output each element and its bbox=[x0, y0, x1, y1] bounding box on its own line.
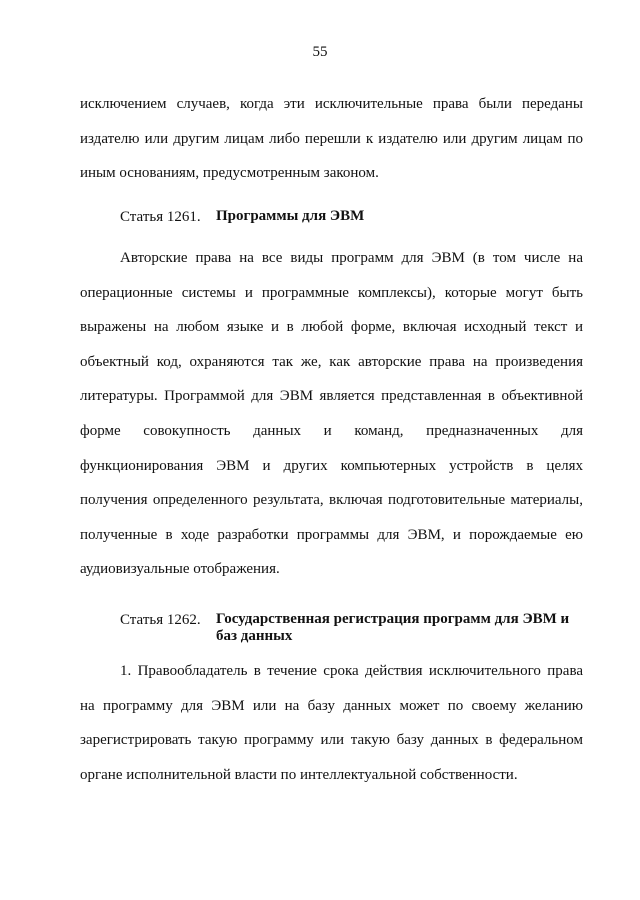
article-1262-label: Статья 1262. bbox=[120, 612, 201, 628]
article-1262-text: 1. Правообладатель в течение срока действия исключительного права на программу для ЭВМ или на базу данных может по своему желанию зарегистрировать такую программу или такую базу данных в федеральном органе исполнительной власти по интеллектуальной собственности. bbox=[80, 663, 583, 783]
article-1261-title: Программы для ЭВМ bbox=[216, 208, 365, 224]
article-1262-heading bbox=[120, 611, 583, 645]
article-1262-title: Государственная регистрация программ для ЭВМ и баз данных bbox=[216, 611, 570, 644]
continuation-paragraph: исключением случаев, когда эти исключительные права были переданы издателю или другим лицам либо перешли к издателю или другим лицам по иным основаниям, предусмотренным законом. bbox=[80, 96, 583, 182]
article-1261-label: Статья 1261. bbox=[120, 209, 201, 225]
article-1261-text: Авторские права на все виды программ для ЭВМ (в том числе на операционные системы и программные комплексы), которые могут быть выражены на любом языке и в любой форме, включая исходный текст и объектный код, охраняются так же, как авторские права на произведения литературы. Программой для ЭВМ является представленная в объективной форме совокупность данных и команд, предназначенных для функционирования ЭВМ и других компьютерных устройств в целях получения определенного результата, включая подготовительные материалы, полученные в ходе разработки программы для ЭВМ, и порождаемые ею аудиовизуальные отображения. bbox=[80, 250, 583, 578]
article-1261-heading bbox=[120, 208, 583, 226]
page-number: 55 bbox=[312, 44, 328, 60]
